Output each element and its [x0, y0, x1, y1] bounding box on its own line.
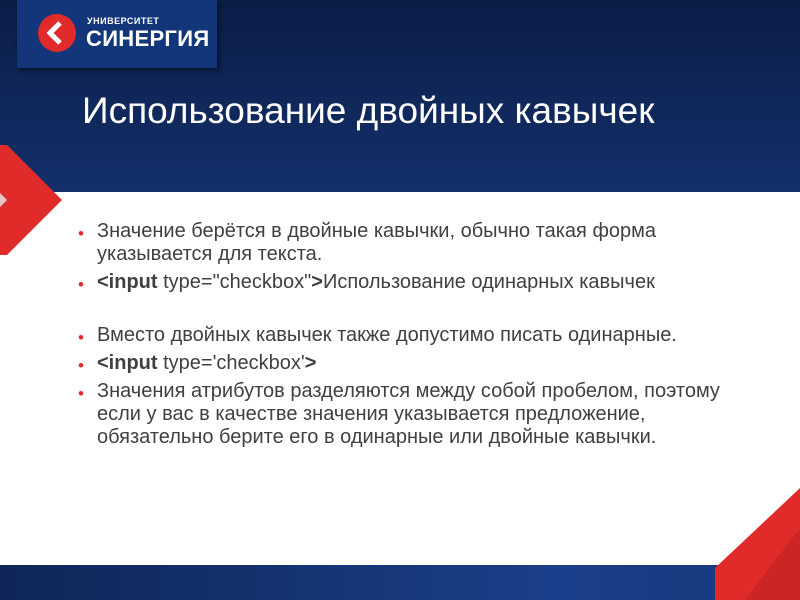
slide-title: Использование двойных кавычек [82, 90, 655, 131]
bullet-text: Вместо двойных кавычек также допустимо писать одинарные. [97, 324, 677, 346]
bullet-item [78, 324, 758, 347]
slide-header [0, 0, 800, 192]
logo-university-text: УНИВЕРСИТЕТ [87, 16, 160, 26]
bullet-marker: • [78, 356, 84, 375]
code-tag-close: > [311, 271, 323, 293]
red-corner-decoration [715, 488, 800, 600]
code-attribute: type='checkbox' [157, 352, 305, 374]
bullet-text: Значение берётся в двойные кавычки, обычно такая форма указывается для текста. [97, 220, 657, 265]
bullet-item [78, 380, 758, 449]
bullet-item [78, 352, 758, 375]
slide-footer-bar [0, 565, 800, 600]
red-chevron-decoration [0, 145, 62, 255]
bullet-text: Значения атрибутов разделяются между собой пробелом, поэтому если у вас в качестве значения указывается предложение, обязательно берите его в одинарные или двойные кавычки. [97, 380, 720, 448]
bullet-marker: • [78, 224, 84, 243]
logo-synergy-text: СИНЕРГИЯ [86, 26, 210, 51]
bullet-marker: • [78, 328, 84, 347]
synergy-logo-icon [37, 13, 77, 53]
slide-content-list [78, 220, 758, 449]
bullet-item [78, 271, 758, 294]
code-example [97, 271, 323, 293]
code-example [97, 352, 316, 374]
university-logo [17, 0, 217, 68]
code-tag-open: <input [97, 271, 158, 293]
bullet-marker: • [78, 275, 84, 294]
code-tag-close: > [304, 352, 317, 374]
bullet-marker: • [78, 384, 84, 403]
code-tag-open: <input [97, 352, 158, 374]
code-attribute: type="checkbox" [157, 271, 312, 293]
bullet-text: Использование одинарных кавычек [322, 271, 655, 293]
bullet-item [78, 220, 758, 266]
